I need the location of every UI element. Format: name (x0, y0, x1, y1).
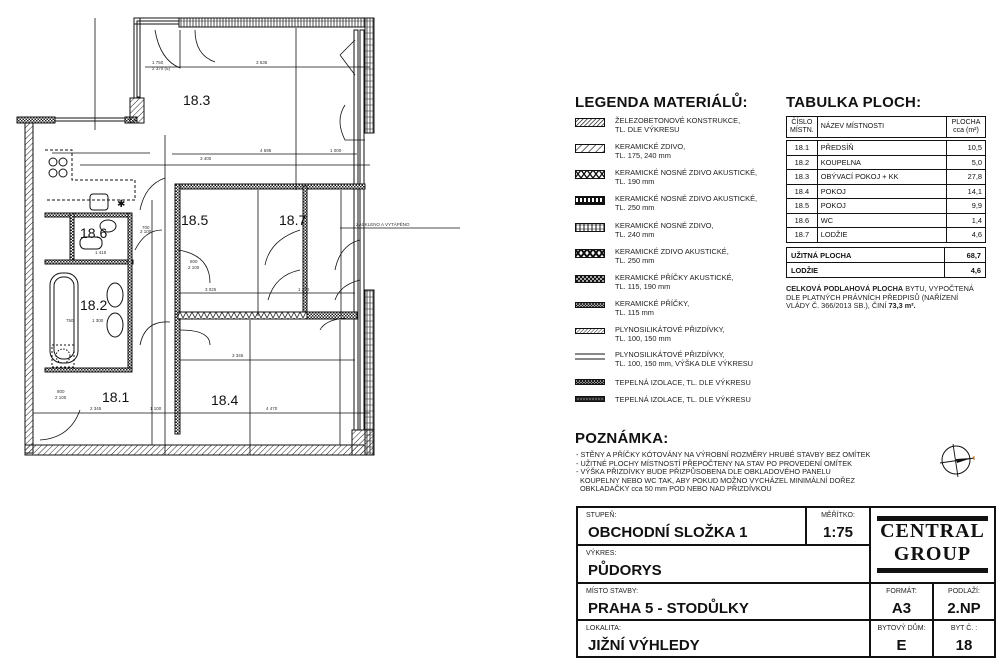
legend-text-line1: ŽELEZOBETONOVÉ KONSTRUKCE, (615, 116, 741, 125)
legend-item (575, 350, 795, 368)
svg-text:2 345: 2 345 (90, 406, 102, 411)
svg-text:700: 700 (142, 225, 150, 230)
svg-text:2 100: 2 100 (140, 229, 152, 234)
room-label-18-4: 18.4 (211, 392, 239, 408)
svg-text:4 470: 4 470 (266, 406, 278, 411)
table-row: 18.4 POKOJ 14,1 (787, 184, 986, 199)
legend-item (575, 194, 795, 212)
table-row: 18.5 POKOJ 9,9 (787, 199, 986, 214)
table-row: 18.1 PŘEDSÍŇ 10,5 (787, 141, 986, 156)
room-label-18-7: 18.7 (279, 212, 307, 228)
hatch-dense-icon (575, 118, 605, 127)
svg-text:3 345: 3 345 (232, 353, 244, 358)
notes-list (576, 451, 916, 494)
legend-text-line1: KERAMICKÉ ZDIVO, (615, 142, 686, 151)
unit-cell (933, 620, 994, 656)
svg-text:3 025: 3 025 (205, 287, 217, 292)
legend-text-line1: PLYNOSILIKÁTOVÉ PŘIZDÍVKY, (615, 350, 725, 359)
total-row-usable: UŽITNÁ PLOCHA 68,7 (787, 248, 986, 263)
legend-item (575, 221, 795, 239)
legend-text-line2: TL. 115, 190 mm (615, 282, 671, 291)
stage-value: OBCHODNÍ SLOŽKA 1 (588, 524, 748, 541)
legend-item (575, 325, 795, 343)
format-value: A3 (891, 600, 912, 617)
site-cell (578, 583, 870, 620)
header-room-name: NÁZEV MÍSTNOSTI (817, 117, 946, 138)
legend-item (575, 142, 795, 160)
table-row: 18.2 KOUPELNA 5,0 (787, 155, 986, 170)
legend-item (575, 168, 795, 186)
legend-text-line1: TEPELNÁ IZOLACE, TL. DLE VÝKRESU (615, 378, 751, 387)
floor-label: PODLAŽÍ: (948, 588, 980, 595)
format-label: FORMÁT: (886, 588, 917, 595)
svg-text:2 100: 2 100 (188, 265, 200, 270)
room-label-18-1: 18.1 (102, 389, 130, 405)
svg-text:800: 800 (57, 389, 65, 394)
legend-text-line1: KERAMICKÉ NOSNÉ ZDIVO AKUSTICKÉ, (615, 168, 758, 177)
site-label: MÍSTO STAVBY: (586, 588, 639, 595)
hatch-fine-icon (575, 327, 605, 336)
building-label: BYTOVÝ DŮM: (877, 625, 926, 632)
header-area: PLOCHA cca (m²) (947, 117, 986, 138)
legend-text-line2: TL. DLE VÝKRESU (615, 125, 680, 134)
locality-label: LOKALITA: (586, 625, 621, 632)
stage-cell (578, 508, 806, 545)
floor-plan (0, 0, 560, 470)
total-row-loggia: LODŽIE 4,6 (787, 263, 986, 278)
building-value: E (896, 637, 907, 654)
legend-text-line1: TEPELNÁ IZOLACE, TL. DLE VÝKRESU (615, 395, 751, 404)
legend-item (575, 273, 795, 291)
svg-text:2 370 (5): 2 370 (5) (152, 66, 171, 71)
room-label-18-6: 18.6 (80, 225, 108, 241)
svg-text:750: 750 (66, 318, 74, 323)
svg-text:1 750: 1 750 (152, 60, 164, 65)
svg-text:1 000: 1 000 (330, 148, 342, 153)
legend-text-line2: TL. 250 mm (615, 256, 655, 265)
title-block (576, 506, 996, 658)
note-line: KOUPELNY NEBO WC TAK, ABY POKUD MOŽNO VYCHÁZEL MINIMÁLNÍ DOŘEZ (580, 475, 855, 485)
legend-text-line1: PLYNOSILIKÁTOVÉ PŘIZDÍVKY, (615, 325, 725, 334)
floor-cell (933, 583, 994, 620)
legend-text-line1: KERAMICKÉ ZDIVO AKUSTICKÉ, (615, 247, 729, 256)
company-logo (870, 508, 994, 583)
area-table-title: TABULKA PLOCH: (786, 94, 922, 111)
note-line: - VÝŠKA PŘIZDÍVKY BUDE PŘIZPŮSOBENA DLE OBKLADOVÉHO PANELU (576, 467, 831, 477)
format-cell (870, 583, 933, 620)
header-room-number: ČÍSLO MÍSTN. (787, 117, 818, 138)
scale-value: 1:75 (822, 524, 854, 541)
legend-text-line2: TL. 190 mm (615, 177, 655, 186)
insulation-2-icon (575, 395, 605, 404)
logo-text-group: GROUP (893, 543, 972, 565)
site-value: PRAHA 5 - STODŮLKY (588, 600, 749, 617)
legend-text-line2: TL. 100, 150 mm (615, 334, 671, 343)
svg-text:✱: ✱ (117, 199, 126, 210)
table-row: 18.7 LODŽIE 4,6 (787, 228, 986, 243)
area-table (786, 116, 986, 243)
room-label-18-5: 18.5 (181, 212, 209, 228)
locality-value: JIŽNÍ VÝHLEDY (588, 637, 700, 654)
room-label-18-2: 18.2 (80, 297, 108, 313)
cross-medium-icon (575, 275, 605, 284)
insulation-1-icon (575, 378, 605, 387)
legend-item (575, 378, 795, 387)
legend-item (575, 299, 795, 317)
cross-x-icon (575, 170, 605, 179)
legend-title: LEGENDA MATERIÁLŮ: (575, 94, 748, 111)
svg-text:2 100: 2 100 (55, 395, 67, 400)
area-totals-table (786, 247, 986, 278)
legend-text-line2: TL. 240 mm (615, 230, 655, 239)
svg-text:3 400: 3 400 (200, 156, 212, 161)
north-arrow-icon (936, 440, 978, 480)
unit-value: 18 (955, 637, 973, 654)
legend-text-line2: TL. 115 mm (615, 308, 654, 317)
legend-text-line1: KERAMICKÉ PŘÍČKY, (615, 299, 690, 308)
table-row: 18.6 WC 1,4 (787, 213, 986, 228)
grid-dark-icon (575, 196, 605, 205)
building-cell (870, 620, 933, 656)
unit-label: BYT Č. : (950, 625, 978, 632)
note-line: - UŽITNÉ PLOCHY MÍSTNOSTÍ PŘEPOČTENY NA STAV PO PROVEDENÍ OMÍTEK (576, 458, 852, 468)
drawing-cell (578, 545, 870, 583)
svg-text:1 415: 1 415 (95, 250, 107, 255)
svg-text:800: 800 (190, 259, 198, 264)
legend-text-line1: KERAMICKÉ NOSNÉ ZDIVO AKUSTICKÉ, (615, 194, 758, 203)
legend-text-line1: KERAMICKÉ PŘÍČKY AKUSTICKÉ, (615, 273, 734, 282)
cross-small-icon (575, 301, 605, 310)
hatch-diag-icon (575, 144, 605, 153)
svg-text:3 536: 3 536 (256, 60, 268, 65)
legend-text-line2: TL. 100, 150 mm, VÝŠKA DLE VÝKRESU (615, 359, 754, 368)
scale-label: MĚŘÍTKO: (821, 512, 855, 519)
room-label-18-3: 18.3 (183, 92, 211, 108)
svg-text:ZASKLENO A VYTÁPĚNO: ZASKLENO A VYTÁPĚNO (356, 222, 410, 227)
double-line-icon (575, 352, 605, 361)
cross-large-icon (575, 249, 605, 258)
grid-vertical-icon (575, 223, 605, 232)
svg-text:1 300: 1 300 (92, 318, 104, 323)
floor-value: 2.NP (947, 600, 981, 617)
svg-text:4 595: 4 595 (260, 148, 272, 153)
legend-text-line1: KERAMICKÉ NOSNÉ ZDIVO, (615, 221, 714, 230)
note-line: - STĚNY A PŘÍČKY KÓTOVÁNY NA VÝROBNÍ ROZMĚRY HRUBÉ STAVBY BEZ OMÍTEK (576, 450, 871, 459)
total-floor-area-note: CELKOVÁ PODLAHOVÁ PLOCHA BYTU, VYPOČTENÁ DLE PLATNÝCH PRÁVNÍCH PŘEDPISŮ (NAŘÍZENÍ VLÁDY Č. 366/2013 SB.), ČINÍ 73,3 m². (786, 284, 974, 311)
legend-text-line2: TL. 175, 240 mm (615, 151, 671, 160)
note-line: OBKLADAČKY cca 50 mm POD NEBO NAD PŘIZDÍVKOU (580, 484, 772, 494)
table-header-row (787, 117, 986, 138)
logo-text-central: CENTRAL (880, 520, 985, 542)
table-row: 18.3 OBÝVACÍ POKOJ + KK 27,8 (787, 170, 986, 185)
legend-text-line2: TL. 250 mm (615, 203, 655, 212)
svg-text:1 270: 1 270 (298, 287, 310, 292)
notes-title: POZNÁMKA: (575, 430, 669, 447)
locality-cell (578, 620, 870, 656)
legend-item (575, 395, 795, 404)
svg-text:1 100: 1 100 (150, 406, 162, 411)
stage-label: STUPEŇ: (586, 512, 617, 519)
legend-item (575, 116, 795, 134)
scale-cell (806, 508, 870, 545)
legend-item (575, 247, 795, 265)
drawing-label: VÝKRES: (586, 550, 617, 557)
drawing-value: PŮDORYS (588, 562, 662, 579)
